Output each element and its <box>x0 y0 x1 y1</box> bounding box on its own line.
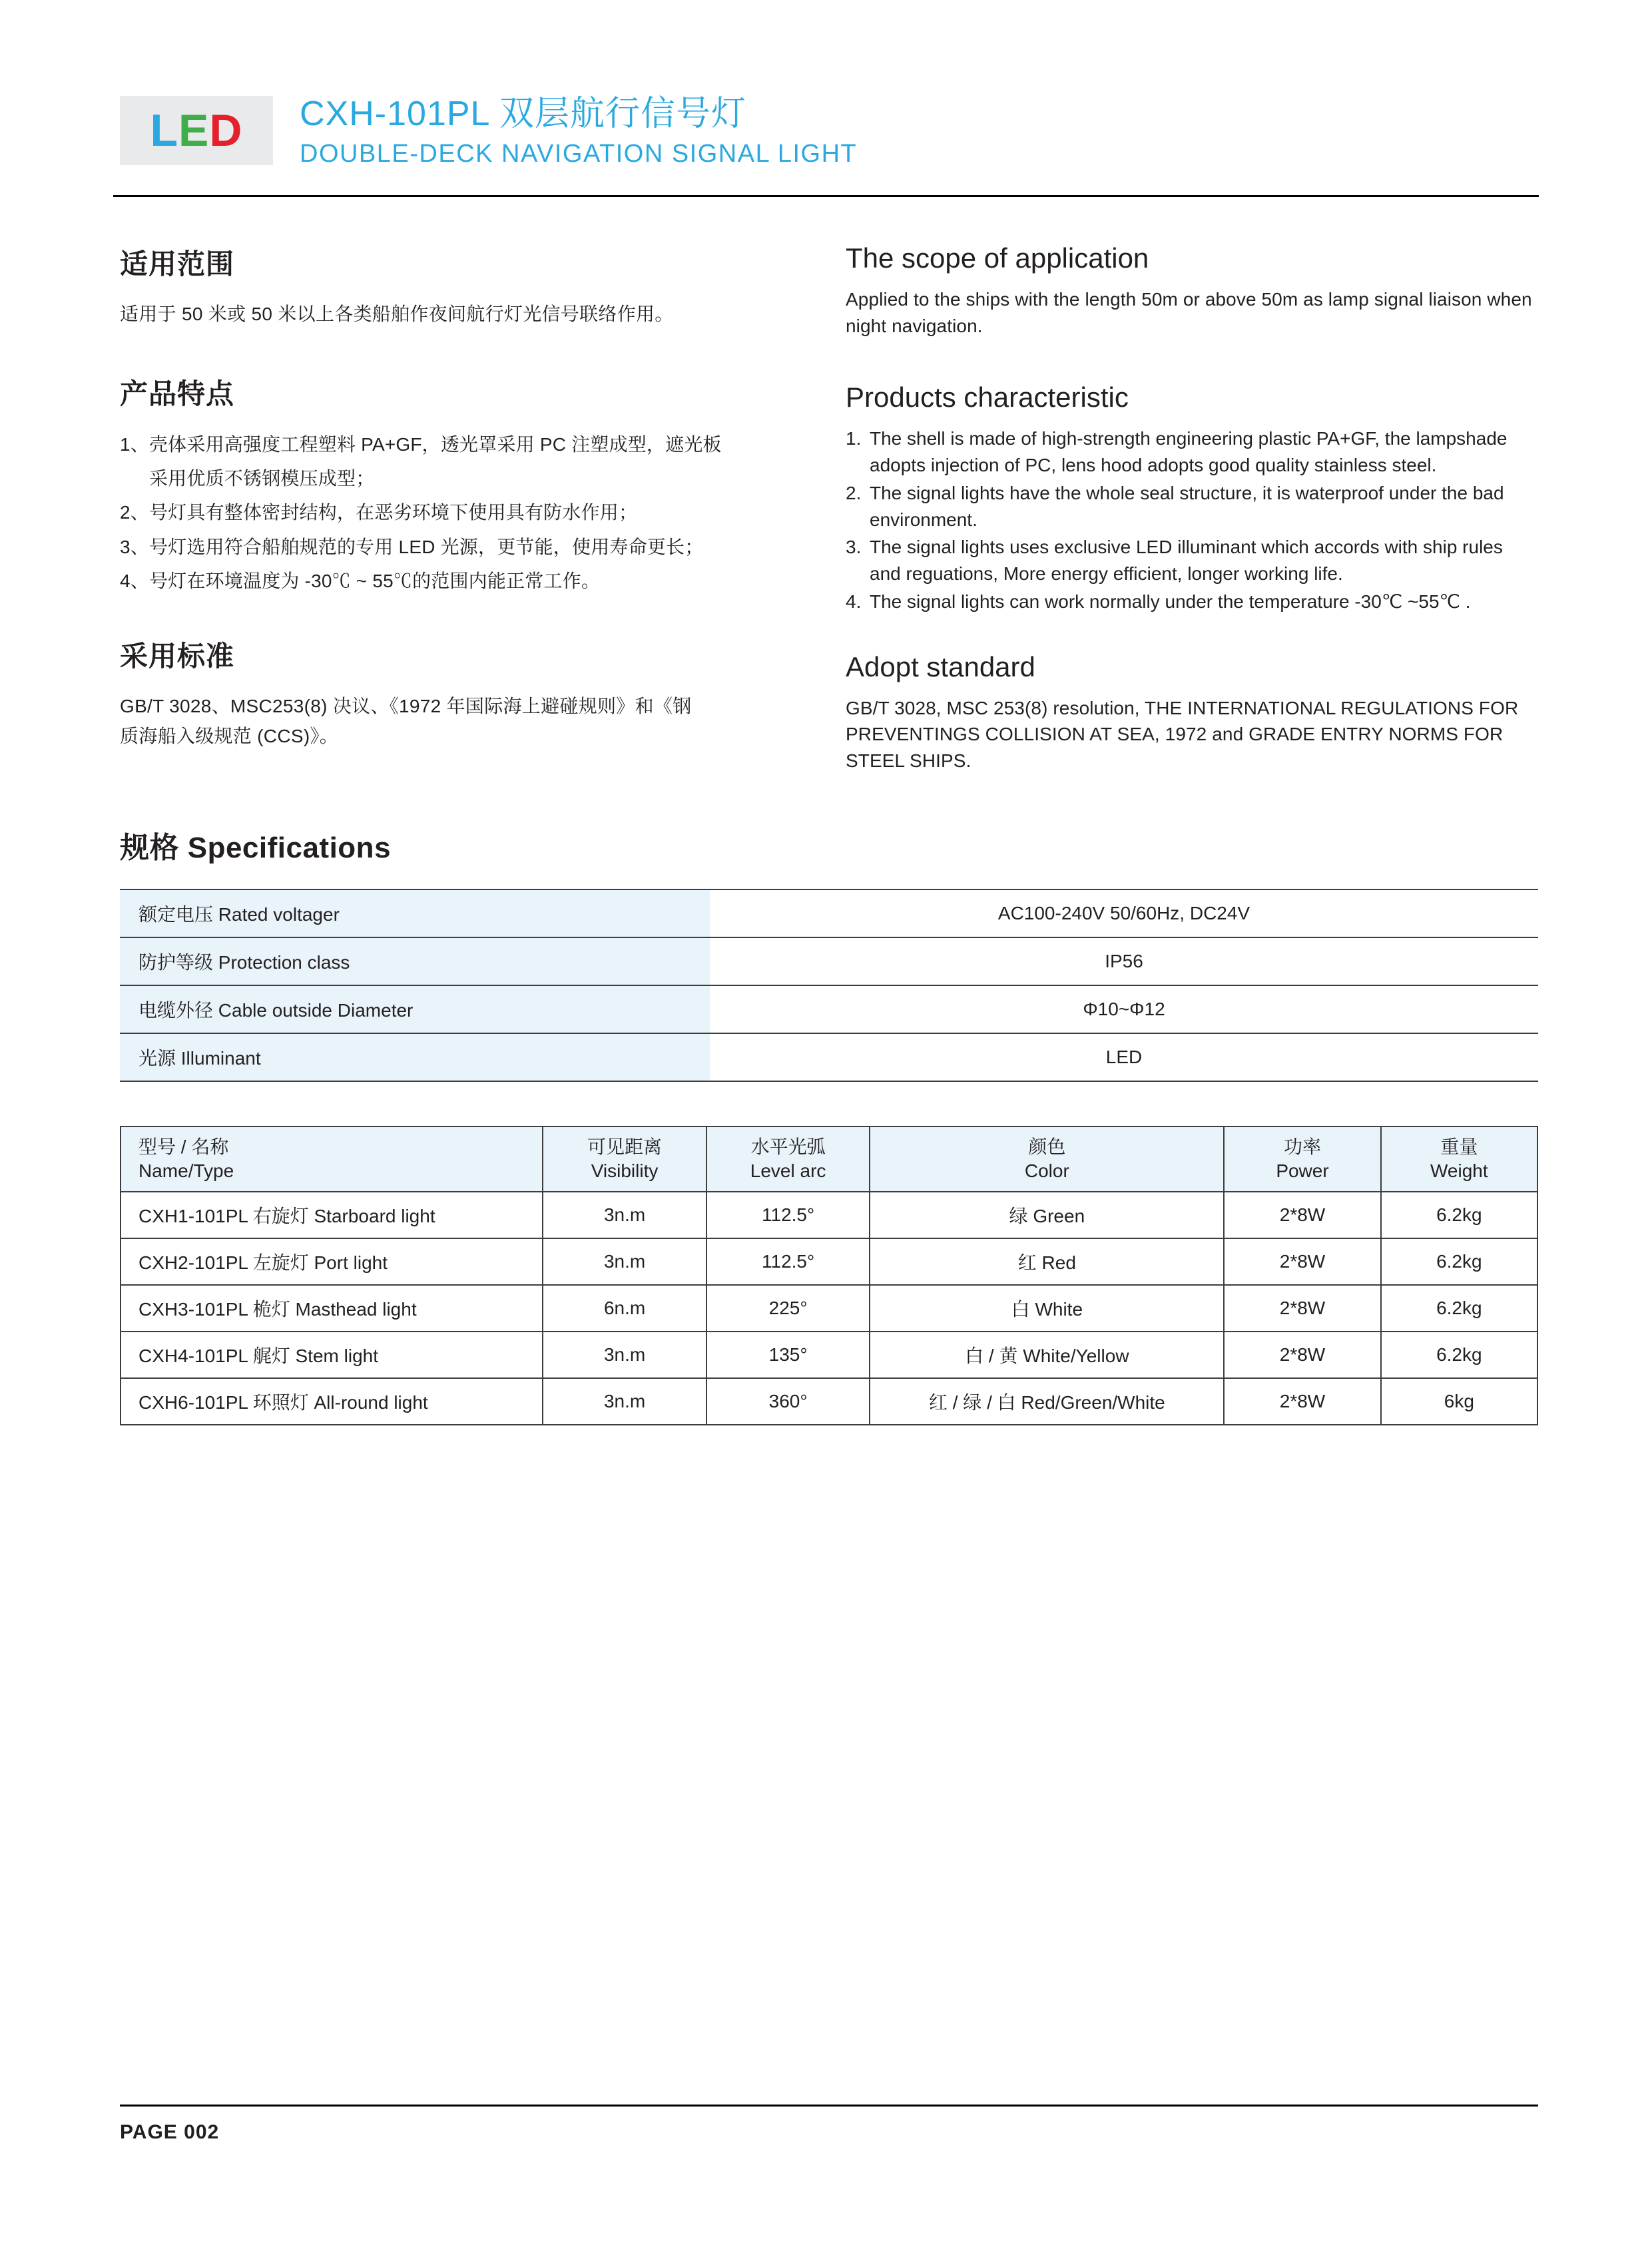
spec-value: AC100-240V 50/60Hz, DC24V <box>710 889 1538 937</box>
table-row <box>120 889 1538 937</box>
header-divider <box>113 195 1539 197</box>
cell-weight: 6.2kg <box>1381 1285 1537 1332</box>
header-cn: 水平光弧 <box>750 1136 826 1157</box>
text-scope-cn: 适用于 50 米或 50 米以上各类船舶作夜间航行灯光信号联络作用。 <box>120 303 674 324</box>
spec-label: 额定电压 Rated voltager <box>120 889 710 937</box>
spec-value: Φ10~Φ12 <box>710 985 1538 1033</box>
list-item-cont: 采用优质不锈钢模压成型； <box>149 467 375 489</box>
led-logo <box>120 96 273 165</box>
list-item: 1、壳体采用高强度工程塑料 PA+GF，透光罩采用 PC 注塑成型，遮光板 <box>120 433 722 455</box>
cell-name: CXH4-101PL 艉灯 Stem light <box>121 1332 543 1378</box>
table-row <box>121 1192 1537 1238</box>
header-cn: 可见距离 <box>587 1136 663 1157</box>
list-number: 2. <box>846 482 862 503</box>
list-text: The signal lights uses exclusive LED illuminant which accords with ship rules and reguations, More energy efficient, longer working life. <box>870 537 1503 585</box>
cell-arc: 360° <box>706 1378 870 1425</box>
page-title-cn: CXH-101PL 双层航行信号灯 <box>300 95 746 133</box>
table-row <box>120 985 1538 1033</box>
cell-color: 绿 Green <box>870 1192 1224 1238</box>
cell-arc: 135° <box>706 1332 870 1378</box>
cell-name: CXH3-101PL 桅灯 Masthead light <box>121 1285 543 1332</box>
header-en: Power <box>1276 1160 1329 1181</box>
table-row <box>121 1238 1537 1285</box>
cell-power: 2*8W <box>1224 1332 1380 1378</box>
list-features-cn <box>120 429 806 597</box>
list-text: The signal lights can work normally under the temperature -30℃ ~55℃ . <box>870 591 1471 612</box>
heading-features-en: Products characteristic <box>846 381 1129 413</box>
cell-visibility: 3n.m <box>543 1378 706 1425</box>
list-item <box>846 534 1538 587</box>
cell-name: CXH1-101PL 右旋灯 Starboard light <box>121 1192 543 1238</box>
cell-color: 白 / 黄 White/Yellow <box>870 1332 1224 1378</box>
list-text: The signal lights have the whole seal structure, it is waterproof under the bad environment. <box>870 482 1504 530</box>
cell-weight: 6.2kg <box>1381 1238 1537 1285</box>
heading-standard-en: Adopt standard <box>846 650 1035 682</box>
heading-scope-cn: 适用范围 <box>120 248 235 280</box>
title-block <box>300 93 857 168</box>
header-cn: 型号 / 名称 <box>138 1136 229 1157</box>
list-number: 1. <box>846 428 862 449</box>
logo-letter-d: D <box>209 105 243 156</box>
list-item <box>120 463 806 493</box>
list-item: 3、号灯选用符合船舶规范的专用 LED 光源，更节能，使用寿命更长； <box>120 536 704 557</box>
cell-weight: 6.2kg <box>1381 1332 1537 1378</box>
header-en: Visibility <box>591 1160 659 1181</box>
header-cn: 重量 <box>1440 1136 1478 1157</box>
table-row <box>120 937 1538 985</box>
specifications-table <box>120 889 1538 1082</box>
column-header-weight <box>1381 1126 1537 1192</box>
page-title-en: DOUBLE-DECK NAVIGATION SIGNAL LIGHT <box>300 139 858 168</box>
cell-weight: 6kg <box>1381 1378 1537 1425</box>
cell-power: 2*8W <box>1224 1192 1380 1238</box>
heading-standard-cn: 采用标准 <box>120 640 235 672</box>
table-row <box>120 1033 1538 1081</box>
header-en: Level arc <box>750 1160 826 1181</box>
page-footer <box>113 2105 1539 2144</box>
text-standard-cn-1: GB/T 3028、MSC253(8) 决议、《1972 年国际海上避碰规则》和《钢 <box>120 696 692 717</box>
cell-power: 2*8W <box>1224 1378 1380 1425</box>
cell-arc: 112.5° <box>706 1238 870 1285</box>
heading-scope-en: The scope of application <box>846 242 1149 274</box>
spec-value: IP56 <box>710 937 1538 985</box>
header-en: Weight <box>1430 1160 1488 1181</box>
spec-label: 电缆外径 Cable outside Diameter <box>120 985 710 1033</box>
logo-letter-l: L <box>150 105 179 156</box>
cell-visibility: 6n.m <box>543 1285 706 1332</box>
cell-power: 2*8W <box>1224 1238 1380 1285</box>
header-cn: 功率 <box>1284 1136 1322 1157</box>
logo-letter-e: E <box>178 105 210 156</box>
cell-color: 红 Red <box>870 1238 1224 1285</box>
cell-visibility: 3n.m <box>543 1238 706 1285</box>
cell-power: 2*8W <box>1224 1285 1380 1332</box>
cell-visibility: 3n.m <box>543 1192 706 1238</box>
cell-arc: 112.5° <box>706 1192 870 1238</box>
column-header-power <box>1224 1126 1380 1192</box>
footer-divider <box>120 2105 1538 2107</box>
text-standard-en: GB/T 3028, MSC 253(8) resolution, THE INTERNATIONAL REGULATIONS FOR PREVENTINGS COLLISION AT SEA, 1972 and GRADE ENTRY NORMS FOR STEEL SHIPS. <box>846 697 1519 772</box>
cell-weight: 6.2kg <box>1381 1192 1537 1238</box>
column-chinese <box>120 242 846 774</box>
header-cn: 颜色 <box>1028 1136 1066 1157</box>
text-standard-cn-2: 质海船入级规范 (CCS)》。 <box>120 726 339 747</box>
spec-value: LED <box>710 1033 1538 1081</box>
table-row <box>121 1378 1537 1425</box>
table-row <box>121 1285 1537 1332</box>
column-header-color <box>870 1126 1224 1192</box>
list-text: The shell is made of high-strength engineering plastic PA+GF, the lampshade adopts injection of PC, lens hood adopts good quality stainless steel. <box>870 428 1508 476</box>
header-en: Color <box>1024 1160 1069 1181</box>
list-item: 4、号灯在环境温度为 -30℃ ~ 55℃的范围内能正常工作。 <box>120 571 601 592</box>
list-item: 2、号灯具有整体密封结构，在恶劣环境下使用具有防水作用； <box>120 502 638 523</box>
column-english <box>846 242 1538 774</box>
column-header-type <box>121 1126 543 1192</box>
list-item <box>846 480 1538 533</box>
cell-arc: 225° <box>706 1285 870 1332</box>
models-table <box>120 1126 1538 1425</box>
cell-name: CXH6-101PL 环照灯 All-round light <box>121 1378 543 1425</box>
spec-label: 防护等级 Protection class <box>120 937 710 985</box>
specifications-heading: 规格 Specifications <box>120 831 392 864</box>
list-item <box>846 589 1538 615</box>
text-scope-en: Applied to the ships with the length 50m or above 50m as lamp signal liaison when night navigation. <box>846 288 1532 336</box>
table-header-row <box>121 1126 1537 1192</box>
cell-color: 白 White <box>870 1285 1224 1332</box>
list-item <box>846 425 1538 479</box>
content-columns <box>113 242 1539 774</box>
page-header <box>113 0 1539 168</box>
cell-visibility: 3n.m <box>543 1332 706 1378</box>
cell-name: CXH2-101PL 左旋灯 Port light <box>121 1238 543 1285</box>
list-number: 4. <box>846 591 862 612</box>
spec-label: 光源 Illuminant <box>120 1033 710 1081</box>
list-features-en <box>846 425 1538 615</box>
table-row <box>121 1332 1537 1378</box>
cell-color: 红 / 绿 / 白 Red/Green/White <box>870 1378 1224 1425</box>
column-header-visibility <box>543 1126 706 1192</box>
list-number: 3. <box>846 537 862 558</box>
column-header-arc <box>706 1126 870 1192</box>
page-number: PAGE 002 <box>120 2121 220 2143</box>
header-en: Name/Type <box>138 1160 234 1181</box>
heading-features-cn: 产品特点 <box>120 377 235 409</box>
